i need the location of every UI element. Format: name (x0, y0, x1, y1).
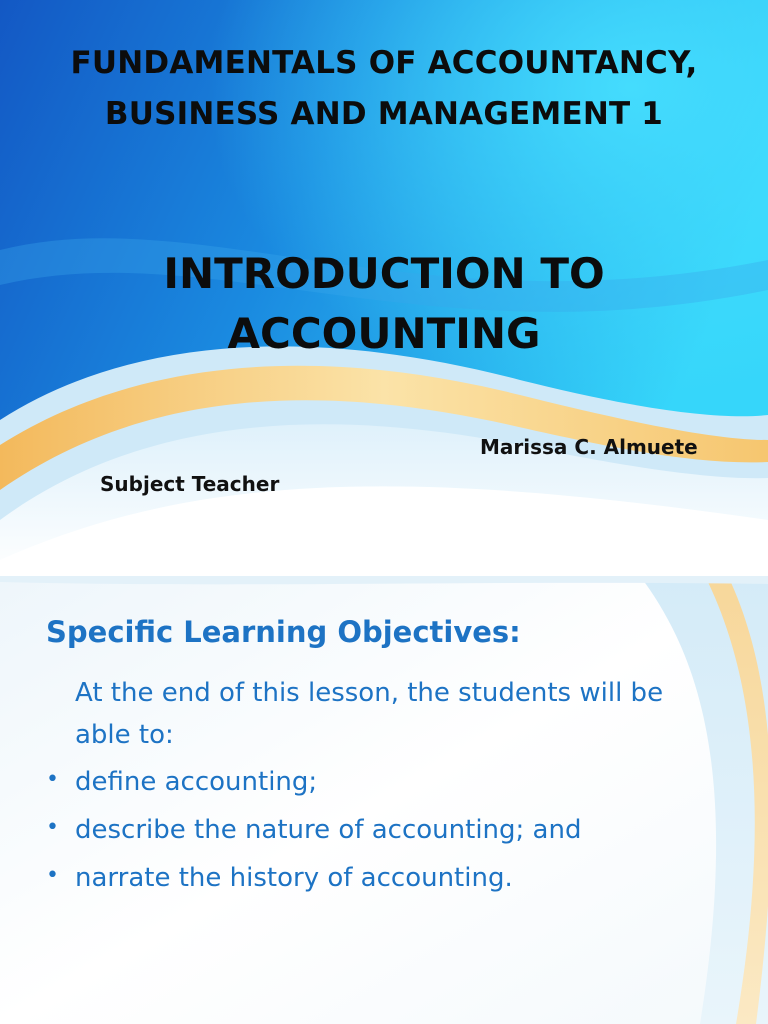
objectives-heading: Specific Learning Objectives: (46, 615, 521, 649)
teacher-name: Marissa C. Almuete (480, 435, 698, 459)
lesson-title: INTRODUCTION TO ACCOUNTING (163, 249, 605, 358)
objective-text: narrate the history of accounting. (75, 863, 513, 893)
course-title: FUNDAMENTALS OF ACCOUNTANCY, BUSINESS AND MANAGEMENT 1 (70, 45, 698, 132)
bullet-icon: • (46, 863, 59, 888)
objective-item (46, 758, 706, 806)
objectives-list (46, 758, 706, 902)
objective-text: describe the nature of accounting; and (75, 815, 582, 845)
objectives-body (46, 672, 706, 902)
teacher-role: Subject Teacher (100, 472, 280, 496)
objective-item (46, 854, 706, 902)
objectives-slide (0, 576, 768, 1024)
bullet-icon: • (46, 815, 59, 840)
objectives-intro: At the end of this lesson, the students will be able to: (75, 678, 664, 750)
objective-text: define accounting; (75, 767, 318, 797)
objective-item (46, 806, 706, 854)
bullet-icon: • (46, 767, 59, 792)
